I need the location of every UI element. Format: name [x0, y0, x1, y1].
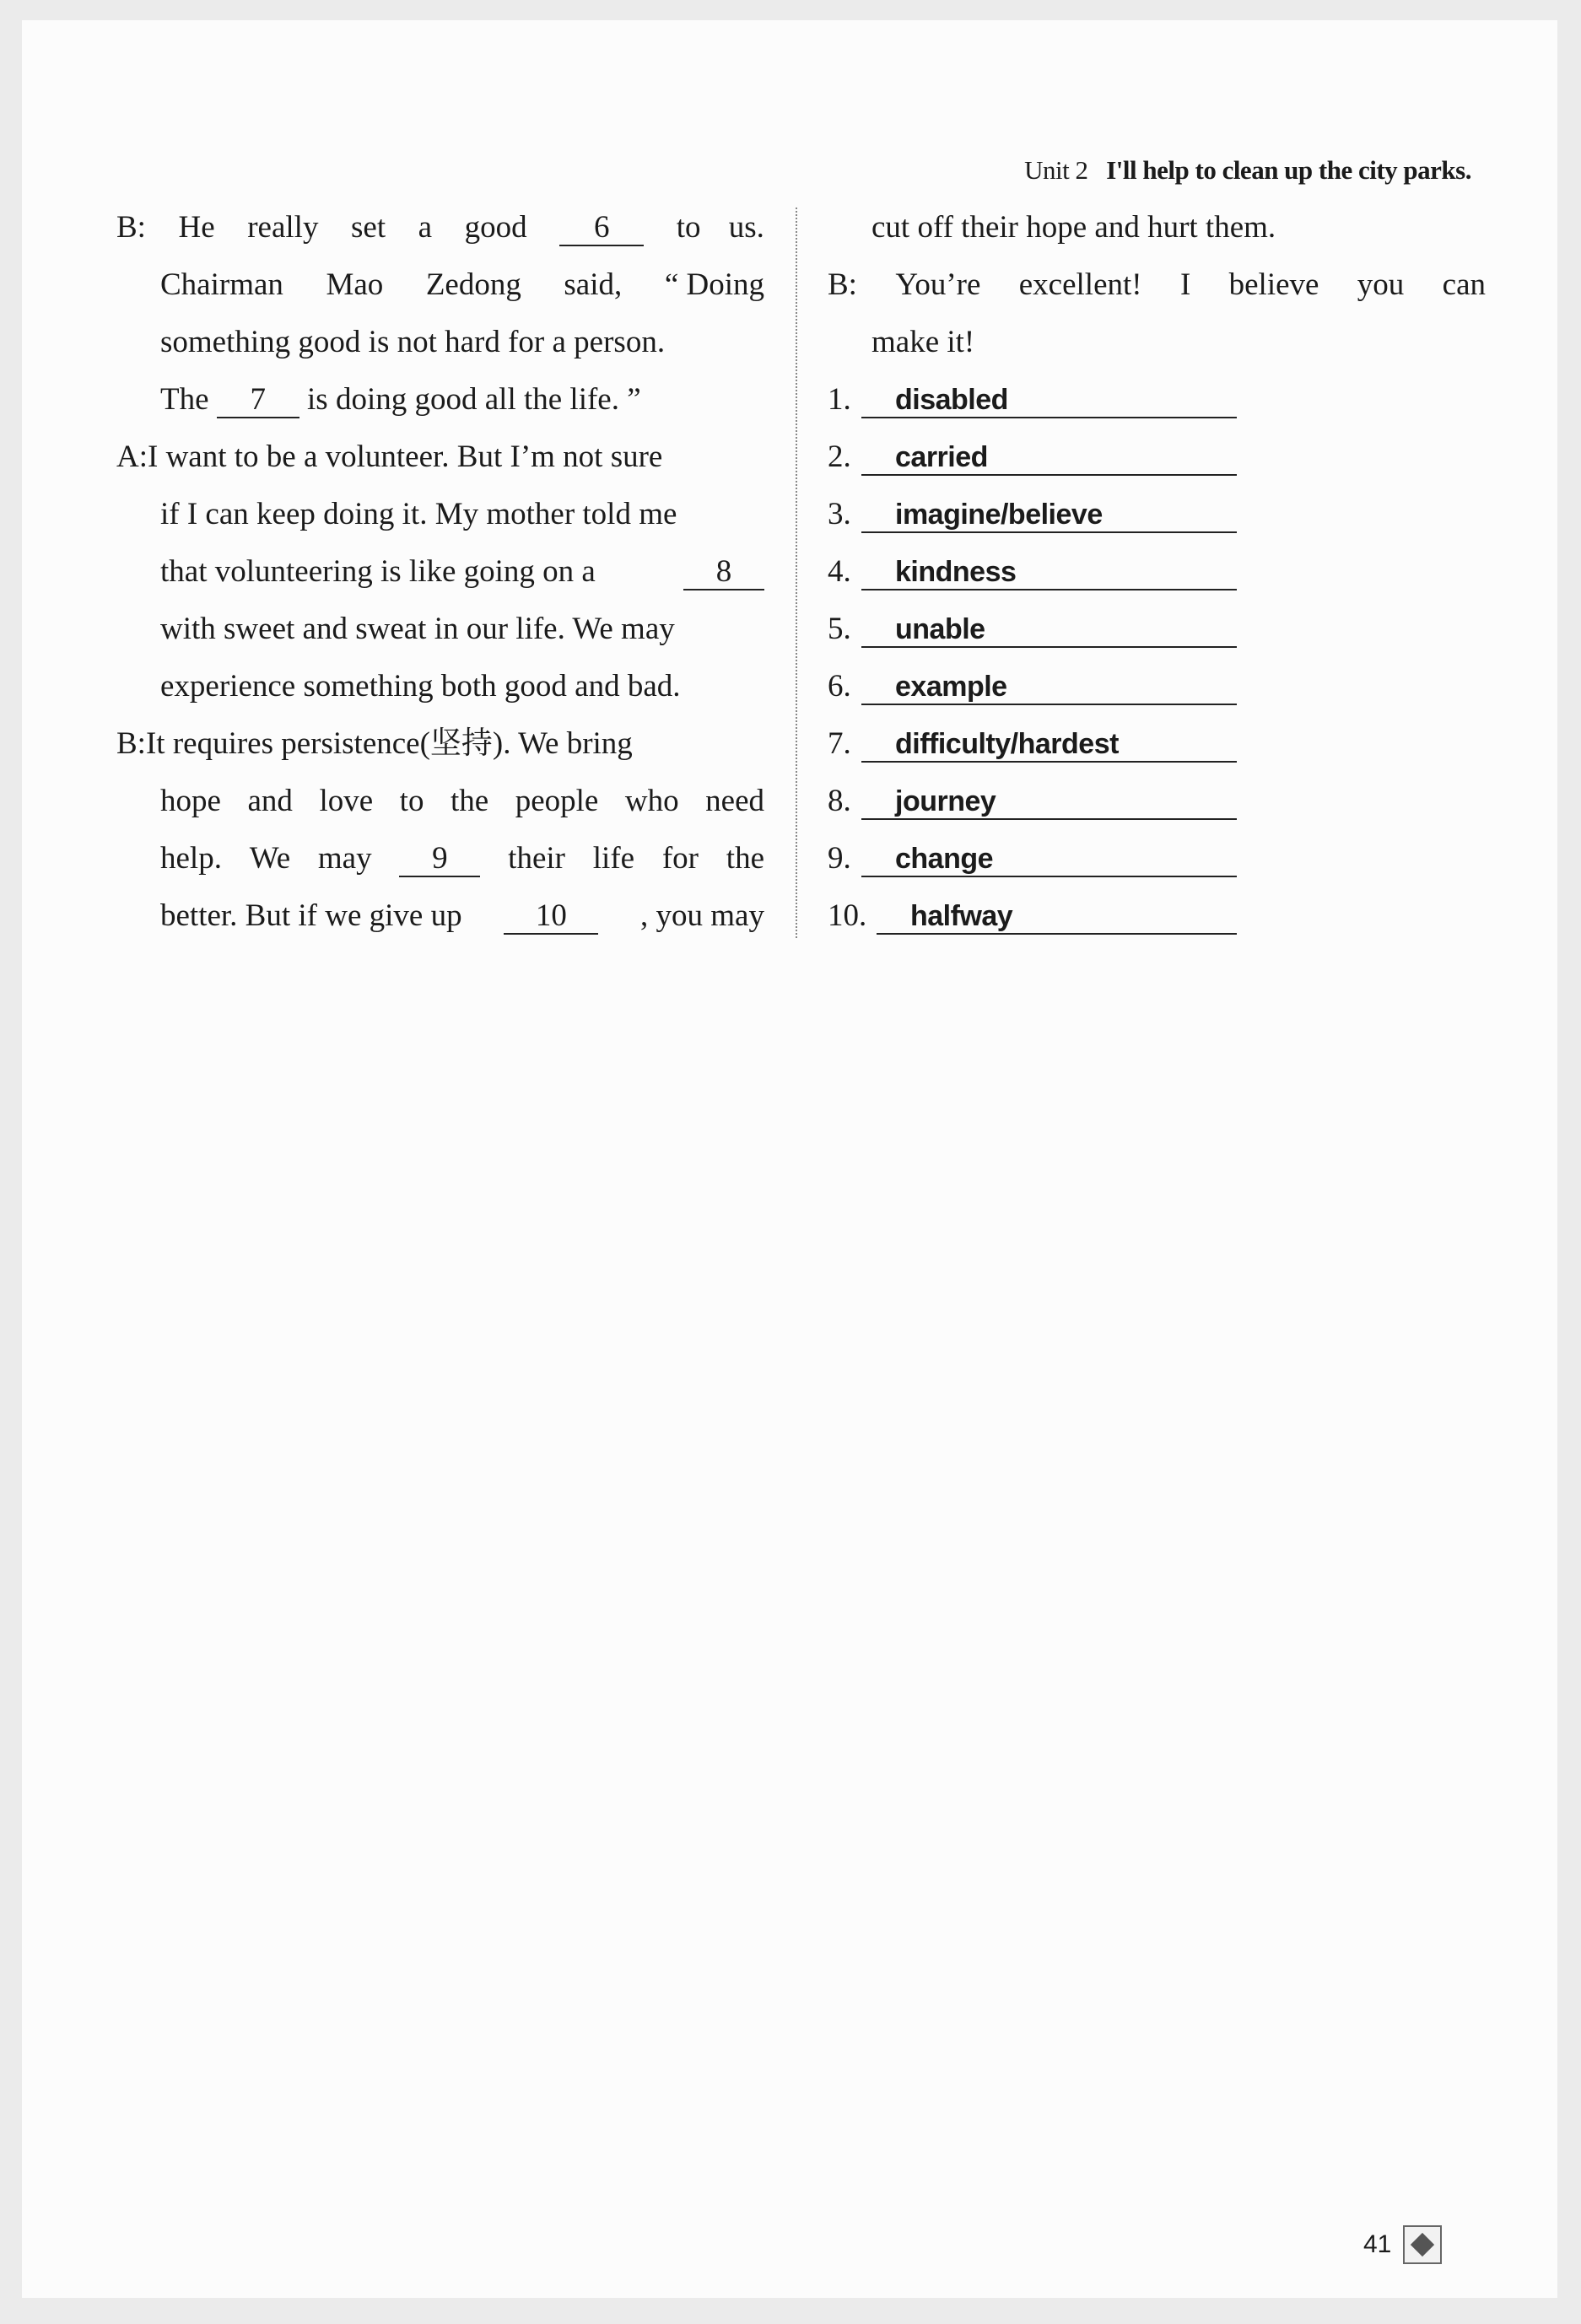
answer-text: carried [861, 440, 1237, 476]
word: Mao [326, 267, 384, 302]
answer-row [828, 889, 1486, 946]
dialogue-line [116, 201, 764, 258]
line-text: It requires persistence(坚持). We bring [145, 726, 633, 761]
word: He [178, 210, 215, 245]
blank-10: 10 [504, 899, 598, 935]
answer-text: halfway [877, 899, 1237, 935]
word: you [1357, 267, 1405, 302]
word: people [515, 784, 599, 818]
dialogue-line [116, 660, 764, 717]
line-text: something good is not hard for a person. [160, 325, 666, 359]
dialogue-line [828, 201, 1486, 258]
answer-row [828, 373, 1486, 430]
answer-number: 2. [828, 439, 851, 474]
answer-number: 1. [828, 382, 851, 417]
word: “ Doing [664, 267, 764, 302]
word: a [418, 210, 433, 245]
answer-row [828, 774, 1486, 832]
dialogue-line [116, 258, 764, 315]
word: the [450, 784, 489, 818]
line-text: , you may [640, 898, 764, 933]
word: love [319, 784, 374, 818]
dialogue-line [116, 602, 764, 660]
diamond-icon [1403, 2225, 1442, 2264]
answer-row [828, 488, 1486, 545]
dialogue-line [116, 889, 764, 946]
line-text: better. But if we give up [160, 898, 462, 933]
answer-number: 9. [828, 841, 851, 876]
word: life [592, 841, 635, 876]
answer-text: difficulty/hardest [861, 727, 1237, 763]
speaker-label: B: [828, 267, 857, 302]
dialogue-line [828, 315, 1486, 373]
dialogue-line [116, 774, 764, 832]
line-text: is doing good all the life. ” [307, 382, 641, 417]
answer-number: 10. [828, 898, 867, 933]
word: Zedong [425, 267, 521, 302]
answer-text: imagine/believe [861, 498, 1237, 533]
answer-row [828, 602, 1486, 660]
answer-row [828, 430, 1486, 488]
column-divider [796, 208, 797, 938]
word: need [705, 784, 764, 818]
word: excellent! [1018, 267, 1142, 302]
blank-8: 8 [683, 555, 764, 590]
word: good [464, 210, 527, 245]
word: really [247, 210, 319, 245]
word: said, [564, 267, 623, 302]
word: Chairman [160, 267, 283, 302]
word: to us. [676, 210, 764, 245]
answer-number: 4. [828, 554, 851, 589]
answer-text: journey [861, 785, 1237, 820]
dialogue-line [828, 258, 1486, 315]
line-text: with sweet and sweat in our life. We may [160, 612, 675, 646]
word: set [351, 210, 386, 245]
dialogue-line [116, 488, 764, 545]
line-text: cut off their hope and hurt them. [871, 210, 1276, 245]
word: hope [160, 784, 221, 818]
word: I [1179, 267, 1191, 302]
dialogue-line [116, 545, 764, 602]
dialogue-column [116, 201, 764, 946]
word: the [726, 841, 764, 876]
line-text: experience something both good and bad. [160, 669, 681, 704]
page [22, 20, 1557, 2298]
word: and [247, 784, 293, 818]
dialogue-line [116, 717, 764, 774]
answer-text: kindness [861, 555, 1237, 590]
answer-row [828, 545, 1486, 602]
answer-number: 3. [828, 497, 851, 531]
dialogue-line [116, 832, 764, 889]
dialogue-line [116, 315, 764, 373]
speaker-label: B: [116, 726, 146, 761]
word: The [160, 382, 209, 417]
word: can [1442, 267, 1486, 302]
blank-9: 9 [399, 842, 480, 877]
page-header [974, 155, 1471, 186]
word: for [661, 841, 699, 876]
word: help. [160, 841, 222, 876]
answer-number: 6. [828, 669, 851, 704]
dialogue-line [116, 430, 764, 488]
word: may [317, 841, 372, 876]
unit-title: I'll help to clean up the city parks. [1106, 155, 1471, 185]
word: believe [1228, 267, 1319, 302]
word: to [399, 784, 424, 818]
answer-row [828, 717, 1486, 774]
page-footer [1363, 2225, 1442, 2264]
answer-number: 5. [828, 612, 851, 646]
line-text: I want to be a volunteer. But I’m not sure [148, 439, 663, 474]
answer-text: disabled [861, 383, 1237, 418]
page-number: 41 [1363, 2230, 1392, 2258]
dialogue-line [116, 373, 764, 430]
answer-row [828, 832, 1486, 889]
answer-text: unable [861, 612, 1237, 648]
answer-text: example [861, 670, 1237, 705]
line-text: make it! [871, 325, 975, 359]
speaker-label: A: [116, 439, 148, 474]
answer-row [828, 660, 1486, 717]
line-text: if I can keep doing it. My mother told me [160, 497, 677, 531]
line-text: that volunteering is like going on a [160, 554, 596, 589]
answer-number: 7. [828, 726, 851, 761]
word: who [624, 784, 679, 818]
blank-7: 7 [217, 383, 299, 418]
word: You’re [895, 267, 981, 302]
word: their [508, 841, 565, 876]
blank-6: 6 [559, 211, 644, 246]
unit-label: Unit 2 [1024, 155, 1088, 185]
answer-text: change [861, 842, 1237, 877]
answer-column [828, 201, 1486, 946]
answer-number: 8. [828, 784, 851, 818]
word: We [249, 841, 291, 876]
speaker-label: B: [116, 210, 146, 245]
